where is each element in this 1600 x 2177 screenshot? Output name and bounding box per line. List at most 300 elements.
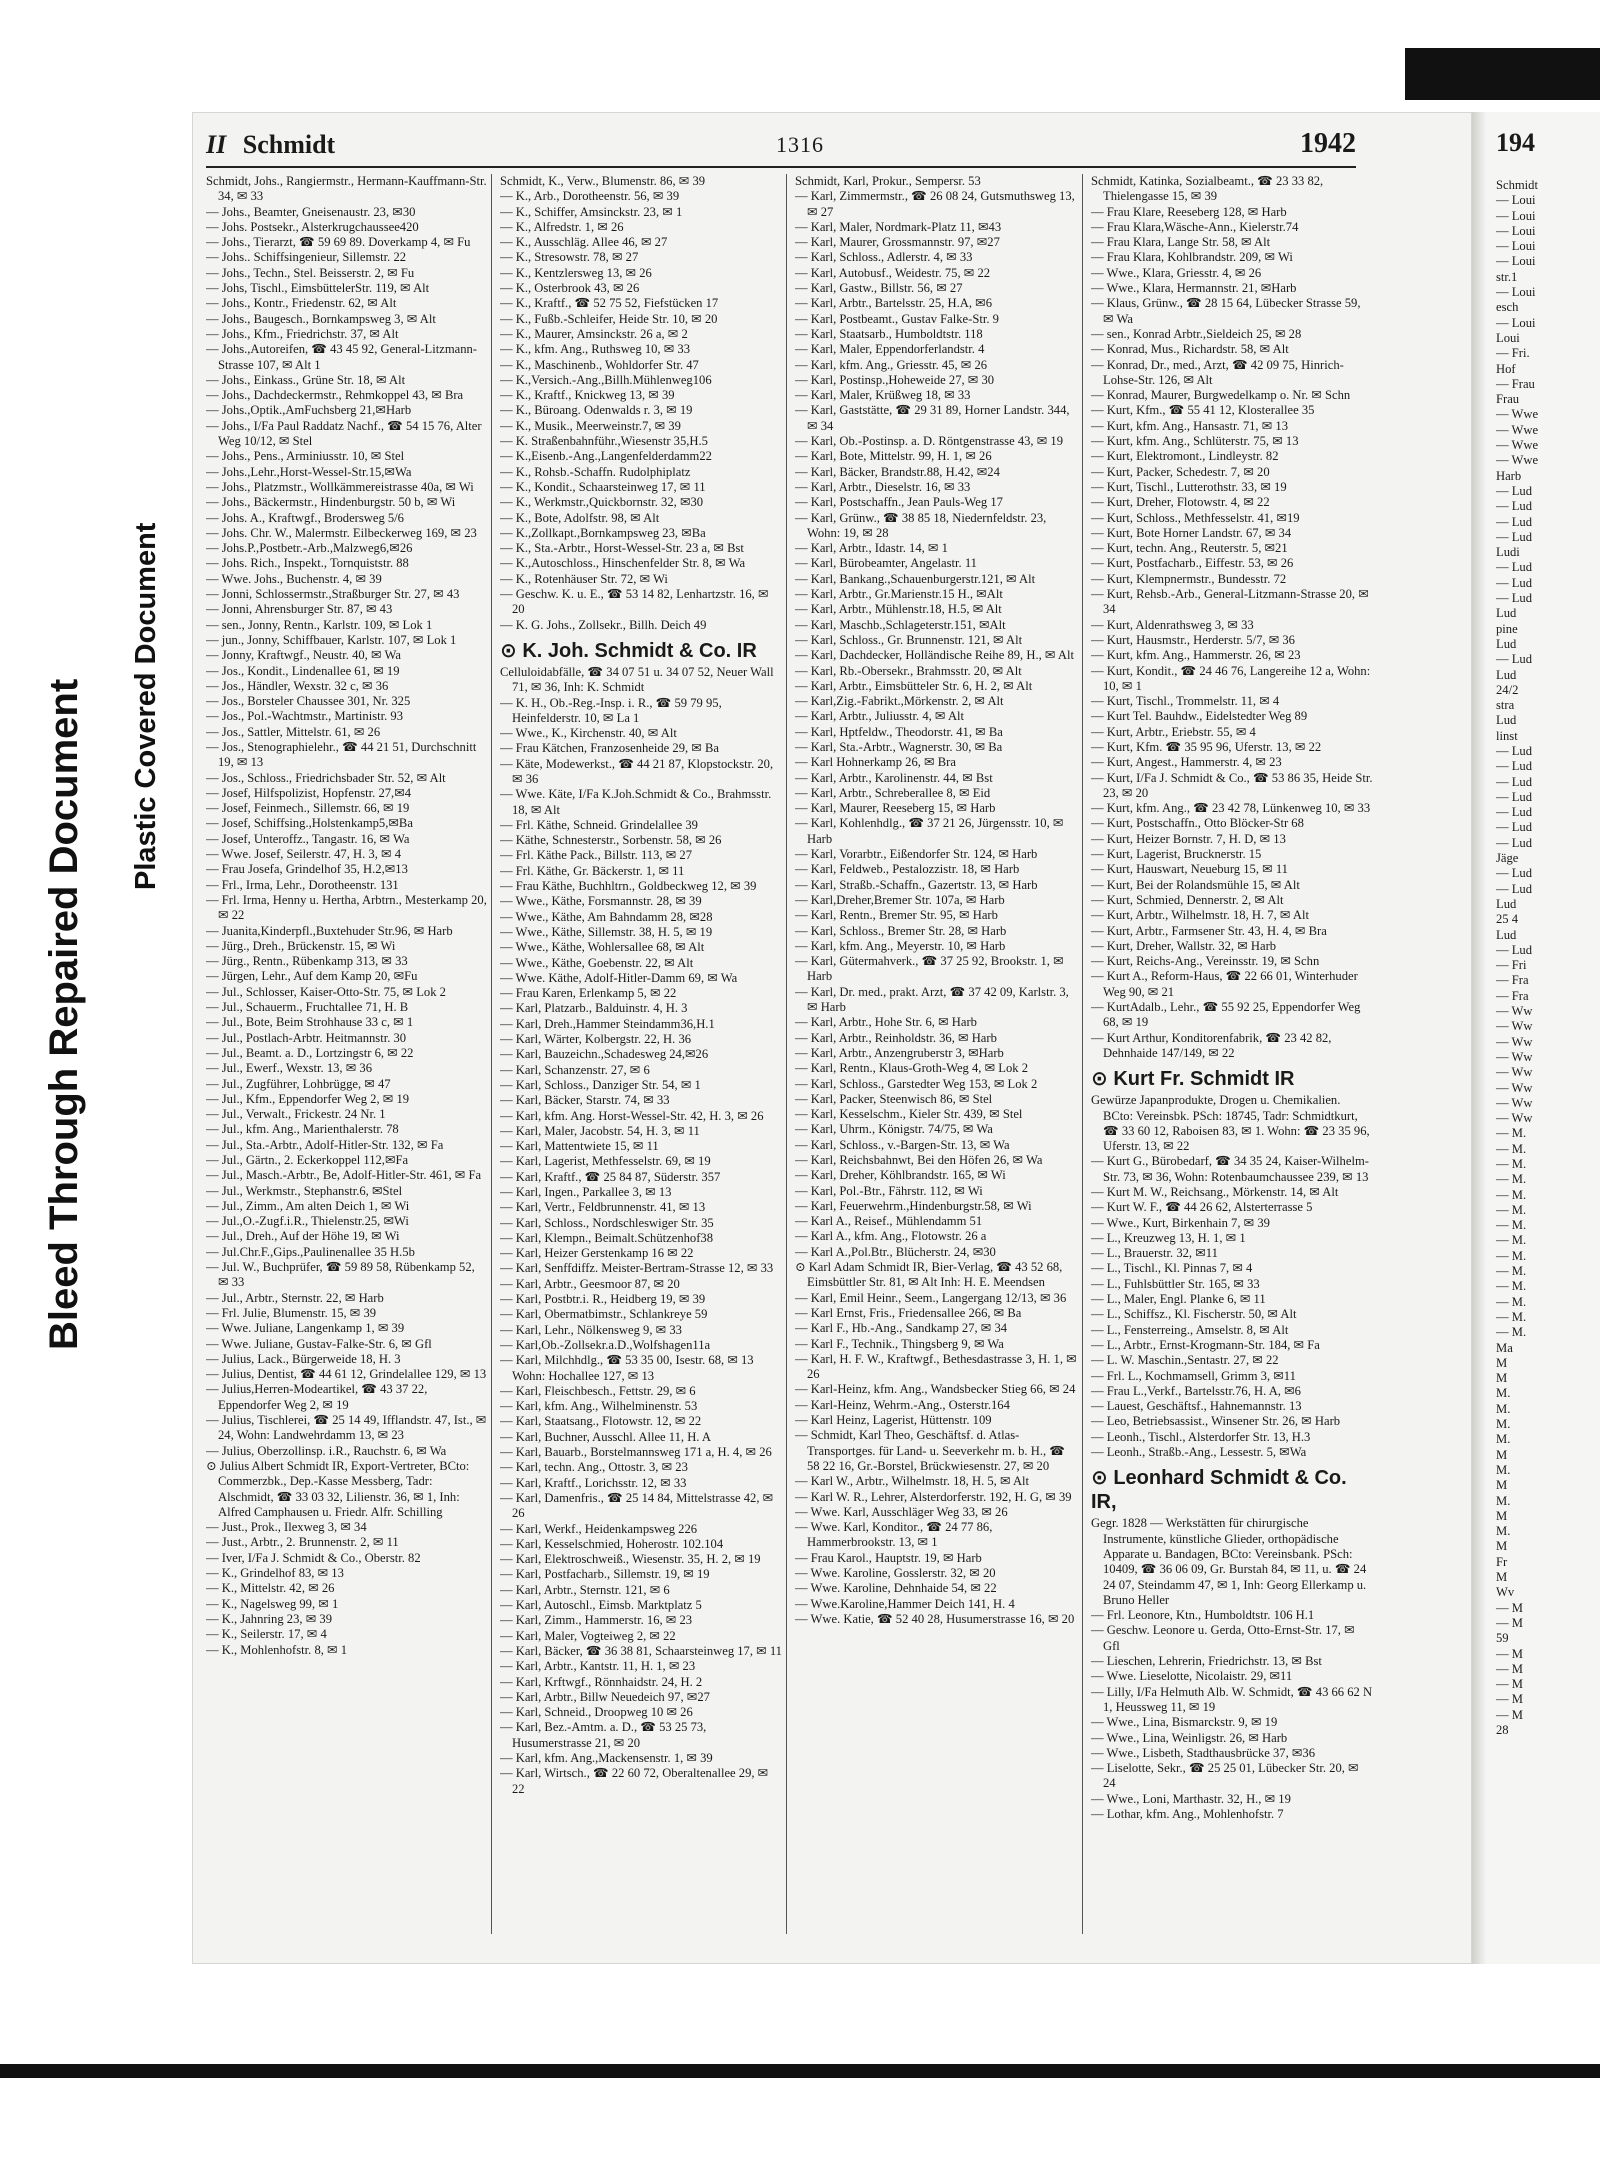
directory-entry: — L., Fensterreing., Amselstr. 8, ✉ Alt [1091,1322,1289,1337]
next-page-line: — Lud [1496,805,1533,820]
directory-entry: — Johs.,Optik.,AmFuchsberg 21,✉Harb [206,403,412,418]
directory-entry: Schmidt, Katinka, Sozialbeamt., ☎ 23 33 82, Thielengasse 15, ✉ 39 [1091,174,1324,204]
directory-entry: — Johs., Tierarzt, ☎ 59 69 89. Doverkamp 4, ✉ Fu [206,235,471,250]
next-page-line: — M. [1496,1218,1527,1233]
directory-entry: — Julius, Tischlerei, ☎ 25 14 49, Ifflandstr. 47, Ist., ✉ 24, Wohn: Landwehrdamm 13, ✉ 23 [206,1413,487,1443]
next-page-line: — Loui [1496,254,1536,269]
directory-entry: — Johs., Dachdeckermstr., Rehmkoppel 43, ✉ Bra [206,388,464,403]
directory-entry: — Karl, Grünw., ☎ 38 85 18, Niedernfeldstr. 23, Wohn: 19, ✉ 28 [795,510,1047,540]
next-page-line: — M. [1496,1172,1527,1187]
directory-entry: — Wwe. Katie, ☎ 52 40 28, Husumerstrasse 16, ✉ 20 [795,1611,1075,1626]
bleed-through-note: Bleed Through Repaired Document [42,678,86,1350]
next-page-line: Lud [1496,636,1517,651]
directory-entry: — Jul., Werkmstr., Stephanstr.6, ✉Stel [206,1183,403,1198]
directory-entry: — Karl, Arbtr., Juliusstr. 4, ✉ Alt [795,709,965,724]
directory-entry: — Kurt, Arbtr., Farmsener Str. 43, H. 4, ✉ Bra [1091,923,1327,938]
directory-entry: ⊙ Julius Albert Schmidt IR, Export-Vertreter, BCto: Commerzbk., Dep.-Kasse Messberg, Tadr: Alschmidt, ☎ 33 03 32, Lilienstr. 36, ✉ 1, Inh: Alfred Camphausen u. Friedr. Alfr. Schilling [206,1458,470,1519]
column-2 [500,174,782,1934]
next-page-line: — Loui [1496,315,1536,330]
directory-entry: — K., Arb., Dorotheenstr. 56, ✉ 39 [500,189,680,204]
directory-entry: — Karl, Schloss., Gr. Brunnenstr. 121, ✉ Alt [795,632,1023,647]
directory-entry: — Karl, Arbtr., Bartelsstr. 25, H.A, ✉6 [795,296,992,311]
directory-entry: — Karl, Feuerwehrm.,Hindenburgstr.58, ✉ Wi [795,1198,1032,1213]
directory-entry: — Wwe. Käte, I/Fa K.Joh.Schmidt & Co., Brahmsstr. 18, ✉ Alt [500,787,772,817]
directory-entry: — Karl, Rentn., Klaus-Groth-Weg 4, ✉ Lok 2 [795,1061,1029,1076]
directory-entry: — Geschw. K. u. E., ☎ 53 14 82, Lenhartzstr. 16, ✉ 20 [500,587,769,617]
next-page-line: — Lud [1496,942,1533,957]
next-page-line: M [1496,1371,1508,1386]
directory-entry: — K., Kraftf., Knickweg 13, ✉ 39 [500,388,675,403]
directory-entry: — Karl, Uhrm., Königstr. 74/75, ✉ Wa [795,1122,993,1137]
directory-entry: — Karl, Emil Heinr., Seem., Langergang 12/13, ✉ 36 [795,1290,1067,1305]
directory-entry: — Karl, Bäcker, ☎ 36 38 81, Schaarsteinweg 17, ✉ 11 [500,1643,782,1658]
directory-entry: — Johs.P.,Postbetr.-Arb.,Malzweg6,✉26 [206,541,413,556]
directory-entry: — Frau Karen, Erlenkamp 5, ✉ 22 [500,986,677,1001]
directory-entry: — K., Mohlenhofstr. 8, ✉ 1 [206,1642,348,1657]
next-page-line: Lud [1496,713,1517,728]
directory-entry: — Juanita,Kinderpfl.,Buxtehuder Str.96, ✉ Harb [206,923,453,938]
directory-entry: — Wwe. Josef, Seilerstr. 47, H. 3, ✉ 4 [206,847,402,862]
directory-entry: — Jos., Schloss., Friedrichsbader Str. 52, ✉ Alt [206,770,446,785]
directory-entry: — Wwe. Johs., Buchenstr. 4, ✉ 39 [206,571,382,586]
directory-entry: — Jul., Schlosser, Kaiser-Otto-Str. 75, ✉ Lok 2 [206,984,446,999]
next-page-line: M [1496,1355,1508,1370]
next-page-line: — Ww [1496,1049,1533,1064]
next-page-line: — Fra [1496,973,1529,988]
directory-entry: — Jos., Sattler, Mittelstr. 61, ✉ 26 [206,724,381,739]
directory-entry: — Karl, Buchner, Ausschl. Allee 11, H. A [500,1429,711,1444]
directory-entry: — Karl, Maler, Jacobstr. 54, H. 3, ✉ 11 [500,1123,700,1138]
directory-entry: — Kurt A., Reform-Haus, ☎ 22 66 01, Winterhuder Weg 90, ✉ 21 [1091,969,1358,999]
next-page-line: — Lud [1496,774,1533,789]
directory-entry: — Karl, Lagerist, Methfesselstr. 69, ✉ 19 [500,1154,711,1169]
directory-entry: — Kurt, Postfacharb., Eiffestr. 53, ✉ 26 [1091,556,1294,571]
next-page-line: stra [1496,698,1515,713]
directory-entry: — Karl, Wärter, Kolbergstr. 22, H. 36 [500,1032,692,1047]
next-page-line: — M [1496,1692,1523,1707]
directory-entry: — Karl, Kesselschmied, Hoherostr. 102.104 [500,1536,724,1551]
next-page-line: M. [1496,1462,1511,1477]
directory-entry: — Karl, Schloss., Danziger Str. 54, ✉ 1 [500,1077,701,1092]
directory-entry: — Kurt Arthur, Konditorenfabrik, ☎ 23 42 82, Dehnhaide 147/149, ✉ 22 [1091,1030,1332,1060]
next-page-line: Loui [1496,330,1520,345]
directory-entry: — Karl, Bäcker, Starstr. 74, ✉ 33 [500,1093,670,1108]
next-page-line: M. [1496,1386,1511,1401]
directory-entry: — Frau L.,Verkf., Bartelsstr.76, H. A, ✉6 [1091,1383,1301,1398]
directory-entry: — Karl,Dreher,Bremer Str. 107a, ✉ Harb [795,892,1005,907]
next-page-line: — Lud [1496,591,1533,606]
directory-entry: — Lieschen, Lehrerin, Friedrichstr. 13, ✉ Bst [1091,1654,1322,1669]
next-page-line: M. [1496,1493,1511,1508]
directory-entry: — Jul.,O.-Zugf.i.R., Thielenstr.25, ✉Wi [206,1214,409,1229]
directory-entry: — Karl, Bez.-Amtm. a. D., ☎ 53 25 73, Husumerstrasse 21, ✉ 20 [500,1720,707,1750]
next-page-line: — Loui [1496,239,1536,254]
directory-entry: — Wwe. Karoline, Gosslerstr. 32, ✉ 20 [795,1566,996,1581]
directory-entry: — Wwe. Lieselotte, Nicolaistr. 29, ✉11 [1091,1669,1293,1684]
directory-entry: — Jul. W., Buchprüfer, ☎ 59 89 58, Rübenkamp 52, ✉ 33 [206,1260,475,1290]
directory-entry: — Karl, kfm. Ang. Horst-Wessel-Str. 42, H. 3, ✉ 26 [500,1108,764,1123]
directory-entry: — L., Maler, Engl. Planke 6, ✉ 11 [1091,1292,1266,1307]
directory-entry: — Frl. Käthe, Gr. Bäckerstr. 1, ✉ 11 [500,863,685,878]
directory-entry: — Kurt, Hauswart, Neueburg 15, ✉ 11 [1091,862,1288,877]
directory-entry: — Karl, Gastw., Billstr. 56, ✉ 27 [795,281,963,296]
directory-entry: — Jonni, Schlossermstr.,Straßburger Str. 27, ✉ 43 [206,587,460,602]
directory-entry: — Frau Klara, Lange Str. 58, ✉ Alt [1091,235,1271,250]
next-page-line: — M. [1496,1141,1527,1156]
directory-entry: — Kurt, techn. Ang., Reuterstr. 5, ✉21 [1091,541,1288,556]
directory-entry: — K., Alfredstr. 1, ✉ 26 [500,219,624,234]
directory-entry: — L. W. Maschin.,Sentastr. 27, ✉ 22 [1091,1353,1279,1368]
directory-entry: — Karl, Krftwgf., Rönnhaidstr. 24, H. 2 [500,1674,703,1689]
directory-entry: — Wwe., Kurt, Birkenhain 7, ✉ 39 [1091,1215,1270,1230]
directory-entry: — Käthe, Schnesterstr., Sorbenstr. 58, ✉ 26 [500,833,722,848]
directory-entry: — Karl, Senffdiffz. Meister-Bertram-Strasse 12, ✉ 33 [500,1261,774,1276]
directory-entry: — Kurt, Arbtr., Eriebstr. 55, ✉ 4 [1091,724,1256,739]
directory-entry: — Geschw. Leonore u. Gerda, Otto-Ernst-Str. 17, ✉ Gfl [1091,1623,1355,1653]
column-4 [1091,174,1373,1934]
directory-entry: — Johs., Kontr., Friedenstr. 62, ✉ Alt [206,296,397,311]
directory-entry: — Kurt, Reichs-Ang., Vereinsstr. 19, ✉ Schn [1091,954,1320,969]
directory-entry: — Jos., Stenographielehr., ☎ 44 21 51, Durchschnitt 19, ✉ 13 [206,739,477,770]
next-page-line: 59 [1496,1631,1509,1646]
next-page-line: Lud [1496,667,1517,682]
directory-entry: — K., Schiffer, Amsinckstr. 23, ✉ 1 [500,204,683,219]
directory-entry: — Karl, Arbtr., Schreberallee 8, ✉ Eid [795,785,991,800]
directory-entry: — Leonh., Straßb.-Ang., Lessestr. 5, ✉Wa [1091,1445,1307,1460]
directory-entry: — Karl, Fleischbesch., Fettstr. 29, ✉ 6 [500,1383,696,1398]
directory-entry: — K., Rotenhäuser Str. 72, ✉ Wi [500,571,668,586]
directory-entry: — Josef, Hilfspolizist, Hopfenstr. 27,✉4 [206,785,412,800]
directory-entry: — L., Kreuzweg 13, H. 1, ✉ 1 [1091,1230,1246,1245]
next-page-line: — M. [1496,1157,1527,1171]
directory-entry: — Karl, Arbtr., Billw Neuedeich 97, ✉27 [500,1689,710,1704]
directory-entry: — Karl F., Hb.-Ang., Sandkamp 27, ✉ 34 [795,1321,1008,1336]
next-page-line: — Fri [1496,958,1527,973]
directory-entry: — Johs., Pens., Arminiusstr. 10, ✉ Stel [206,449,405,464]
directory-entry: — Lothar, kfm. Ang., Mohlenhofstr. 7 [1091,1806,1284,1821]
directory-entry: — Karl, Maurer, Reeseberg 15, ✉ Harb [795,801,996,816]
directory-entry: — Jos., Kondit., Lindenallee 61, ✉ 19 [206,663,400,678]
directory-entry: — Jul.Chr.F.,Gips.,Paulinenallee 35 H.5b [206,1244,415,1259]
directory-entry: — Karl, Arbtr., Sternstr. 121, ✉ 6 [500,1582,670,1597]
directory-entry: — K., kfm. Ang., Ruthsweg 10, ✉ 33 [500,342,691,357]
directory-entry: — Wwe.Karoline,Hammer Deich 141, H. 4 [795,1596,1015,1611]
directory-entry: — Karl, Maler, Eppendorferlandstr. 4 [795,342,985,357]
directory-entry: — Schmidt, Karl Theo, Geschäftsf. d. Atlas-Transportges. für Land- u. Seeverkehr m. b. H., ☎ 58 22 16, Gr.-Borstel, Brückwiesenstr. 27, ✉ 20 [795,1428,1065,1473]
firm-heading: ⊙ K. Joh. Schmidt & Co. IR [500,639,757,662]
directory-entry: — Karl, Schloss., v.-Bargen-Str. 13, ✉ Wa [795,1137,1010,1152]
directory-entry: — Kurt, Lagerist, Brucknerstr. 15 [1091,847,1262,862]
next-page-line: — Wwe [1496,438,1539,453]
directory-entry: — Kurt, Dreher, Flotowstr. 4, ✉ 22 [1091,495,1270,510]
directory-entry: — K.,Autoschloss., Hinschenfelder Str. 8, ✉ Wa [500,556,746,571]
directory-entry: — Kurt, Heizer Bornstr. 7, H. D, ✉ 13 [1091,831,1286,846]
next-page-line: — Lud [1496,499,1533,514]
next-page-line: — Wwe [1496,453,1539,468]
directory-entry: — Just., Prok., Ilexweg 3, ✉ 34 [206,1520,367,1535]
directory-entry: — Karl W. R., Lehrer, Alsterdorferstr. 192, H. G, ✉ 39 [795,1489,1072,1504]
directory-entry: — Jul., Zimm., Am alten Deich 1, ✉ Wi [206,1198,410,1213]
directory-entry: — K.,Zollkapt.,Bornkampsweg 23, ✉Ba [500,525,706,540]
directory-entry: — Kurt, kfm. Ang., Hammerstr. 26, ✉ 23 [1091,648,1301,663]
directory-entry: — Jul., Bote, Beim Strohhause 33 c, ✉ 1 [206,1015,414,1030]
next-page-line: M [1496,1508,1508,1523]
directory-entry: — Frl. Käthe Pack., Billstr. 113, ✉ 27 [500,848,692,863]
directory-entry: — Konrad, Dr., med., Arzt, ☎ 42 09 75, Hinrich-Lohse-Str. 126, ✉ Alt [1091,357,1344,387]
directory-entry: — Kurt, kfm. Ang., ☎ 23 42 78, Lünkenweg 10, ✉ 33 [1091,801,1371,816]
next-page-line: — M. [1496,1248,1527,1263]
directory-entry: — Karl, Arbtr., Dieselstr. 16, ✉ 33 [795,479,971,494]
directory-entry: — Jürgen, Lehr., Auf dem Kamp 20, ✉Fu [206,969,418,984]
directory-entry: — Wwe., Käthe, Wohlersallee 68, ✉ Alt [500,940,705,955]
directory-entry: — L., Tischl., Kl. Pinnas 7, ✉ 4 [1091,1261,1253,1276]
next-page-line: — Fra [1496,988,1529,1003]
next-page-line: 28 [1496,1722,1509,1737]
directory-entry: — Karl W., Arbtr., Wilhelmstr. 18, H. 5, ✉ Alt [795,1474,1030,1489]
directory-entry: — KurtAdalb., Lehr., ☎ 55 92 25, Eppendorfer Weg 68, ✉ 19 [1091,1000,1361,1030]
next-page-line: Ludi [1496,545,1520,560]
directory-entry: — K., Kondit., Schaarsteinweg 17, ✉ 11 [500,479,706,494]
directory-entry: — Frl. Irma, Henny u. Hertha, Arbtrn., Mesterkamp 20, ✉ 22 [206,892,487,923]
directory-entry: — Karl, Hptfeldw., Theodorstr. 41, ✉ Ba [795,724,1003,739]
directory-entry: — Karl, Schloss., Nordschleswiger Str. 35 [500,1215,714,1230]
directory-entry: — Jul., Arbtr., Sternstr. 22, ✉ Harb [206,1290,384,1305]
directory-entry: — Johs.. Schiffsingenieur, Sillemstr. 22 [206,250,407,265]
directory-entry: — Frl. Käthe, Schneid. Grindelallee 39 [500,817,698,832]
directory-entry: — Karl, Elektroschweiß., Wiesenstr. 35, H. 2, ✉ 19 [500,1552,761,1567]
directory-entry: — Klaus, Grünw., ☎ 28 15 64, Lübecker Strasse 59, ✉ Wa [1091,296,1361,326]
next-page-line: — Loui [1496,285,1536,300]
directory-entry: — Karl, Arbtr., Geesmoor 87, ✉ 20 [500,1276,680,1291]
next-page-line: — Lud [1496,483,1533,498]
next-page-line: — Ww [1496,1095,1533,1110]
next-page-line: — M. [1496,1309,1527,1324]
directory-entry: — Josef, Schiffsing.,Holstenkamp5,✉Ba [206,816,413,831]
next-page-line: — Ww [1496,1080,1533,1095]
directory-entry: — Wwe. Karl, Konditor., ☎ 24 77 86, Hammerbrookstr. 13, ✉ 1 [795,1520,993,1550]
directory-entry: — Karl, Lehr., Nölkensweg 9, ✉ 33 [500,1322,682,1337]
next-page-line: — M. [1496,1202,1527,1217]
directory-entry: — Karl, Postfacharb., Sillemstr. 19, ✉ 19 [500,1567,710,1582]
next-page-line: — Fri. [1496,346,1530,361]
directory-entry: — Frau Karol., Hauptstr. 19, ✉ Harb [795,1550,982,1565]
directory-entry: — Kurt, Tischl., Trommelstr. 11, ✉ 4 [1091,694,1280,709]
directory-entry: — Karl, Mattentwiete 15, ✉ 11 [500,1139,659,1154]
next-page-line: — Lud [1496,835,1533,850]
directory-entry: — Jul., Masch.-Arbtr., Be, Adolf-Hitler-Str. 461, ✉ Fa [206,1168,482,1183]
next-page-line: Fr [1496,1554,1508,1569]
directory-entry: — Julius,Herren-Modeartikel, ☎ 43 37 22, Eppendorfer Weg 2, ✉ 19 [206,1382,428,1412]
directory-entry: — K., Kraftf., ☎ 52 75 52, Fiefstücken 17 [500,296,719,311]
next-page-line: — Ww [1496,1019,1533,1034]
directory-entry: — Jul., Verwalt., Frickestr. 24 Nr. 1 [206,1107,386,1122]
directory-entry: — Karl, Schanzenstr. 27, ✉ 6 [500,1062,650,1077]
directory-entry: — Wwe., Loni, Marthastr. 32, H., ✉ 19 [1091,1791,1291,1806]
directory-entry: — Johs. Rich., Inspekt., Tornquiststr. 88 [206,556,409,571]
directory-entry: — Karl, Arbtr., Eimsbütteler Str. 6, H. 2, ✉ Alt [795,678,1033,693]
directory-entry: Gewürze Japanprodukte, Drogen u. Chemikalien. BCto: Vereinsbk. PSch: 18745, Tadr: Schmidtkurt, ☎ 33 60 12, Raboisen 83, ✉ 1. Wohn: ☎ 23 35 96, Uferstr. 13, ✉ 22 [1091,1093,1370,1154]
directory-entry: — Julius, Oberzollinsp. i.R., Rauchstr. 6, ✉ Wa [206,1443,447,1458]
next-page-line: M [1496,1478,1508,1493]
directory-entry: — K., Nagelsweg 99, ✉ 1 [206,1596,339,1611]
next-page-line: 25 4 [1496,912,1519,927]
next-page-line: Jäge [1496,851,1519,866]
directory-entry: — Karl,Zig.-Fabrikt.,Mörkenstr. 2, ✉ Alt [795,694,1004,709]
next-page-line: — M [1496,1615,1523,1630]
directory-entry: — Jonny, Kraftwgf., Neustr. 40, ✉ Wa [206,648,401,663]
directory-entry: — Karl, Gütermahverk., ☎ 37 25 92, Brookstr. 1, ✉ Harb [795,954,1064,984]
directory-entry: — Karl, Dreher, Köhlbrandstr. 165, ✉ Wi [795,1168,1006,1183]
next-page-line: — M [1496,1677,1523,1692]
directory-entry: — Johs. Chr. W., Malermstr. Eilbeckerweg 169, ✉ 23 [206,525,477,540]
next-page-line: M [1496,1447,1508,1462]
directory-entry: — Karl, kfm. Ang., Wilhelminenstr. 53 [500,1399,698,1414]
next-page-line: — Ww [1496,1111,1533,1126]
next-page-line: Hof [1496,361,1516,376]
next-page-line: — Frau [1496,376,1535,391]
directory-entry: — Jul., Ewerf., Wexstr. 13, ✉ 36 [206,1061,373,1076]
directory-entry: — Johs., Kfm., Friedrichstr. 37, ✉ Alt [206,326,399,341]
directory-entry: — L., Brauerstr. 32, ✉11 [1091,1246,1218,1261]
next-page-line: — M [1496,1707,1523,1722]
directory-entry: — Jul., Schauerm., Fruchtallee 71, H. B [206,1000,409,1015]
next-page-line: Lud [1496,896,1517,911]
directory-entry: — K., Büroang. Odenwalds r. 3, ✉ 19 [500,403,693,418]
directory-entry: — Karl, H. F. W., Kraftwgf., Bethesdastrasse 3, H. 1, ✉ 26 [795,1351,1077,1382]
directory-entry: — Wwe. Käthe, Adolf-Hitler-Damm 69, ✉ Wa [500,970,738,985]
directory-entry: — Jul., Zugführer, Lohbrügge, ✉ 47 [206,1076,391,1091]
directory-entry: — Konrad, Mus., Richardstr. 58, ✉ Alt [1091,342,1289,357]
directory-entry: — Karl, Dreh.,Hammer Steindamm36,H.1 [500,1016,715,1031]
directory-entry: — Wwe., Käthe, Sillemstr. 38, H. 5, ✉ 19 [500,924,713,939]
directory-entry: — Frau Kätchen, Franzosenheide 29, ✉ Ba [500,741,719,756]
plastic-covered-note: Plastic Covered Document [130,522,162,890]
directory-entry: — Karl, Schneid., Droopweg 10 ✉ 26 [500,1705,693,1720]
directory-entry: — Karl, Staatsang., Flotowstr. 12, ✉ 22 [500,1414,702,1429]
directory-entry: — Karl, Autoschl., Eimsb. Marktplatz 5 [500,1598,702,1613]
directory-entry: — Jul., Kfm., Eppendorfer Weg 2, ✉ 19 [206,1091,410,1106]
directory-entry: — Karl, Arbtr., Hohe Str. 6, ✉ Harb [795,1015,977,1030]
directory-entry: — K., Sta.-Arbtr., Horst-Wessel-Str. 23 a, ✉ Bst [500,541,744,556]
next-page-line: M. [1496,1432,1511,1447]
directory-entry: — Frau Josefa, Grindelhof 35, H.2,✉13 [206,862,408,877]
directory-entry: — Kurt, Angest., Hammerstr. 4, ✉ 23 [1091,755,1282,770]
next-page-line: Frau [1496,392,1520,407]
directory-entry: — Wwe. Juliane, Langenkamp 1, ✉ 39 [206,1321,405,1336]
next-page-line: — Lud [1496,560,1533,575]
next-page-line: — Loui [1496,208,1536,223]
directory-entry: — Karl, Feldweb., Pestalozzistr. 18, ✉ Harb [795,862,1020,877]
directory-entry: — Karl F., Technik., Thingsberg 9, ✉ Wa [795,1336,1004,1351]
directory-entry: — Jul., Beamt. a. D., Lortzingstr 6, ✉ 22 [206,1045,414,1060]
directory-entry: — Karl, Schloss., Adlerstr. 4, ✉ 33 [795,250,973,265]
next-page-year-fragment: 194 [1496,128,1535,157]
directory-entry: — Karl, Autobusf., Weidestr. 75, ✉ 22 [795,265,991,280]
directory-entry: — Johs., I/Fa Paul Raddatz Nachf., ☎ 54 15 76, Alter Weg 10/12, ✉ Stel [206,418,482,449]
directory-entry: — K., Grindelhof 83, ✉ 13 [206,1566,344,1581]
directory-entry: — Karl, Rb.-Obersekr., Brahmsstr. 20, ✉ Alt [795,663,1022,678]
directory-entry: — Karl, Kesselschm., Kieler Str. 439, ✉ Stel [795,1107,1023,1122]
directory-entry: — L., Fuhlsbüttler Str. 165, ✉ 33 [1091,1276,1260,1291]
next-page-line: str.1 [1496,269,1518,284]
directory-entry: — K., Osterbrook 43, ✉ 26 [500,281,640,296]
next-page-line: — Lud [1496,866,1533,881]
directory-entry: — Kurt W. F., ☎ 44 26 62, Alsterterrasse 5 [1091,1200,1313,1215]
directory-entry: — Frl. Julie, Blumenstr. 15, ✉ 39 [206,1305,377,1320]
next-page-line: M. [1496,1417,1511,1432]
directory-entry: — sen., Konrad Arbtr.,Sieldeich 25, ✉ 28 [1091,326,1302,341]
directory-entry: — K., Bote, Adolfstr. 98, ✉ Alt [500,510,660,525]
next-page-line: — Ww [1496,1065,1533,1080]
next-page-line: — Lud [1496,881,1533,896]
directory-entry: — Kurt, Aldenrathsweg 3, ✉ 33 [1091,617,1254,632]
directory-entry: — Karl A., Reisef., Mühlendamm 51 [795,1214,983,1229]
directory-entry: — Karl, Maschb.,Schlageterstr.151, ✉Alt [795,617,1006,632]
directory-entry: — Wwe., Lina, Bismarckstr. 9, ✉ 19 [1091,1715,1278,1730]
page-header [206,126,1356,168]
column-3 [795,174,1077,1934]
directory-entry: — K., Maschinenb., Wohldorfer Str. 47 [500,357,699,372]
directory-entry: — Karl, Schloss., Garstedter Weg 153, ✉ Lok 2 [795,1076,1038,1091]
directory-entry: — Johs. A., Kraftwgf., Brodersweg 5/6 [206,510,404,525]
scan-frame-top-right [1405,48,1600,100]
directory-entry: — Jul., kfm. Ang., Marienthalerstr. 78 [206,1122,399,1137]
next-page-line: M [1496,1539,1508,1554]
next-page-line: M. [1496,1401,1511,1416]
directory-entry: — Karl, Zimm., Hammerstr. 16, ✉ 23 [500,1613,693,1628]
column-rule [786,174,787,1934]
directory-entry: — Frl., Irma, Lehr., Dorotheenstr. 131 [206,877,399,892]
next-page-line: pine [1496,621,1518,636]
directory-entry: — Karl, techn. Ang., Ottostr. 3, ✉ 23 [500,1460,688,1475]
directory-entry: — Karl, Gaststätte, ☎ 29 31 89, Horner Landstr. 344, ✉ 34 [795,403,1070,433]
directory-entry: — Karl, Bankang.,Schauenburgerstr.121, ✉ Alt [795,571,1036,586]
scan-frame-bottom [0,2064,1600,2078]
directory-entry: — Kurt, Klempnermstr., Bundesstr. 72 [1091,571,1287,586]
page-number: 1316 [776,132,824,157]
directory-entry: — K., Seilerstr. 17, ✉ 4 [206,1627,327,1642]
next-page-line: — Lud [1496,743,1533,758]
directory-entry: — K. G. Johs., Zollsekr., Billh. Deich 49 [500,617,707,632]
directory-entry: — Karl, Milchhdlg., ☎ 53 35 00, Isestr. 68, ✉ 13 Wohn: Hochallee 127, ✉ 13 [500,1353,754,1383]
directory-entry: — Kurt, kfm. Ang., Schlüterstr. 75, ✉ 13 [1091,434,1299,449]
next-page-line: Schmidt [1496,178,1538,192]
directory-entry: — Wwe., Käthe, Am Bahndamm 28, ✉28 [500,909,713,924]
directory-entry: — Karl, Vertr., Feldbrunnenstr. 41, ✉ 13 [500,1200,706,1215]
next-page-line: Lud [1496,606,1517,621]
directory-entry: ⊙ Karl Adam Schmidt IR, Bier-Verlag, ☎ 43 52 68, Eimsbüttler Str. 81, ✉ Alt Inh: H. E. Meendsen [795,1260,1063,1290]
directory-entry: — Karl, Kohlenhdlg., ☎ 37 21 26, Jürgensstr. 10, ✉ Harb [795,816,1064,846]
directory-entry: — Josef, Feinmech., Sillemstr. 66, ✉ 19 [206,801,410,816]
next-page-line: M. [1496,1524,1511,1539]
firm-heading: ⊙ Kurt Fr. Schmidt IR [1091,1068,1295,1091]
directory-entry: — K., Ausschläg. Allee 46, ✉ 27 [500,235,668,250]
directory-entry: — Johs., Einkass., Grüne Str. 18, ✉ Alt [206,372,406,387]
directory-entry: — Wwe., Käthe, Goebenstr. 22, ✉ Alt [500,955,694,970]
directory-entry: — K.,Eisenb.-Ang.,Langenfelderdamm22 [500,449,712,464]
directory-entry: — Karl, Klempn., Beimalt.Schützenhof38 [500,1230,713,1245]
directory-entry: — Iver, I/Fa J. Schmidt & Co., Oberstr. 82 [206,1550,421,1565]
directory-entry: — Kurt, Kondit., ☎ 24 46 76, Langereihe 12 a, Wohn: 10, ✉ 1 [1091,663,1371,693]
directory-entry: — Lauest, Geschäftsf., Hahnemannstr. 13 [1091,1399,1302,1414]
directory-entry: — Karl, Dachdecker, Holländische Reihe 89, H., ✉ Alt [795,648,1074,663]
directory-entry: — Karl, Schloss., Bremer Str. 28, ✉ Harb [795,923,1007,938]
directory-entry: — jun., Jonny, Schiffbauer, Karlstr. 107, ✉ Lok 1 [206,632,457,647]
directory-entry: — Karl, kfm. Ang., Meyerstr. 10, ✉ Harb [795,938,1006,953]
directory-entry: — sen., Jonny, Rentn., Karlstr. 109, ✉ Lok 1 [206,617,433,632]
next-page-line: — M. [1496,1233,1527,1248]
next-page-line: — M [1496,1600,1523,1615]
